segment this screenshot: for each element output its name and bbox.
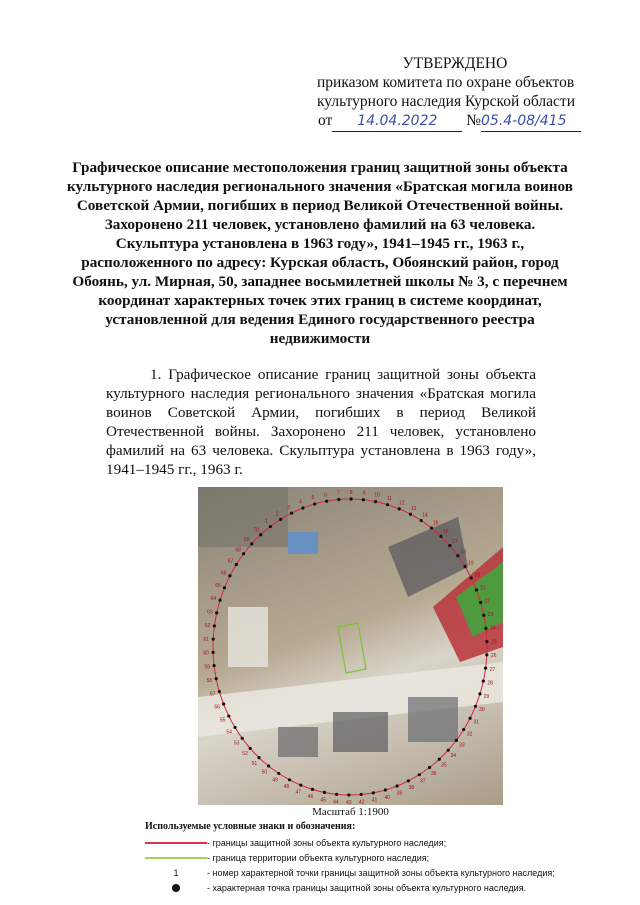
boundary-point-number: 18	[460, 549, 467, 556]
boundary-point-number: 48	[283, 784, 290, 791]
boundary-point	[218, 690, 221, 693]
boundary-point-number: 52	[242, 751, 248, 758]
boundary-point	[479, 601, 482, 604]
approval-stamp	[300, 54, 600, 132]
boundary-point-number: 12	[398, 500, 405, 507]
boundary-point-number: 10	[374, 492, 380, 499]
boundary-point-number: 8	[349, 490, 353, 497]
boundary-point	[439, 535, 442, 538]
building	[288, 532, 318, 554]
boundary-point	[311, 788, 314, 791]
boundary-point	[398, 507, 401, 510]
boundary-point-number: 27	[489, 667, 496, 674]
boundary-point	[456, 554, 459, 557]
boundary-point	[335, 793, 338, 796]
legend-item	[145, 865, 640, 880]
boundary-point	[337, 498, 340, 501]
map-overlay	[198, 487, 503, 805]
aerial-map	[198, 487, 503, 805]
boundary-point	[218, 598, 221, 601]
boundary-point	[430, 526, 433, 529]
boundary-point	[223, 586, 226, 589]
building	[228, 607, 268, 667]
boundary-point	[227, 714, 230, 717]
boundary-point-number: 49	[272, 777, 278, 784]
boundary-point	[360, 793, 363, 796]
boundary-point	[362, 498, 365, 501]
boundary-point	[468, 717, 471, 720]
boundary-point-number: 69	[243, 536, 250, 543]
boundary-point-number: 25	[491, 639, 497, 646]
boundary-point-number: 23	[487, 611, 494, 618]
boundary-point-number: 59	[204, 664, 210, 671]
boundary-point-number: 64	[210, 595, 217, 602]
territory-boundary	[338, 623, 366, 673]
boundary-point-number: 14	[422, 512, 428, 519]
legend-text: - характерная точка границы защитной зоны объекта культурного наследия.	[207, 882, 527, 893]
boundary-point-number: 60	[203, 650, 209, 657]
boundary-point-number: 16	[442, 529, 449, 536]
boundary-point-number: 66	[220, 570, 227, 577]
boundary-point-number: 37	[420, 778, 426, 785]
boundary-point	[485, 640, 488, 643]
boundary-point-number: 53	[233, 740, 240, 747]
boundary-point	[259, 533, 262, 536]
boundary-point	[241, 737, 244, 740]
boundary-point-number: 20	[474, 572, 481, 579]
legend-text: - границы защитной зоны объекта культурного наследия;	[207, 837, 447, 848]
boundary-point	[455, 739, 458, 742]
boundary-point	[372, 791, 375, 794]
boundary-point-number: 56	[214, 704, 220, 711]
boundary-point	[269, 525, 272, 528]
boundary-point-number: 61	[203, 636, 209, 643]
boundary-point	[462, 728, 465, 731]
document-body	[0, 158, 640, 895]
boundary-point-number: 36	[430, 771, 437, 778]
date-prefix: от	[318, 112, 333, 129]
boundary-point-number: 7	[336, 490, 340, 497]
boundary-point	[484, 666, 487, 669]
legend-item	[145, 835, 640, 850]
boundary-point-number: 65	[215, 582, 221, 589]
red-line-symbol	[145, 842, 207, 844]
boundary-point	[474, 705, 477, 708]
building	[408, 697, 458, 742]
boundary-point	[478, 692, 481, 695]
boundary-point	[242, 552, 245, 555]
boundary-point	[249, 747, 252, 750]
boundary-point	[407, 779, 410, 782]
boundary-point-number: 62	[204, 622, 211, 629]
boundary-point	[484, 627, 487, 630]
boundary-point-number: 55	[219, 717, 226, 724]
building	[333, 712, 388, 752]
boundary-point-number: 44	[333, 799, 339, 805]
boundary-point-number: 28	[487, 680, 493, 687]
boundary-point-number: 3	[287, 504, 290, 511]
boundary-point	[475, 588, 478, 591]
boundary-point-number: 47	[295, 789, 302, 796]
boundary-point-number: 26	[491, 653, 497, 660]
boundary-point-number: 42	[358, 799, 365, 805]
document-title: Графическое описание местоположения границ защитной зоны объекта культурного наследия регионального значения «Братская могила воинов Советской Армии, погибших в период Великой Отечественной войны. Захоронено 211 человек, установлено фамилий на 63 человека. Скульптура установлена в 1963 году», 1941–1945 гг., 1963 г., расположенного по адресу: Курская область, Обоянский район, город Обоянь, ул. Мирная, 50, западнее восьмилетней школы № 3, с перечнем координат характерных точек этих границ в системе координат, установленной для ведения Единого государственного реестра недвижимости	[67, 159, 573, 347]
boundary-point	[250, 542, 253, 545]
green-line-symbol	[145, 857, 207, 859]
dot-symbol	[172, 884, 180, 892]
building	[278, 727, 318, 757]
boundary-point	[347, 793, 350, 796]
boundary-point	[288, 778, 291, 781]
section-1-paragraph: 1. Графическое описание границ защитной зоны объекта культурного наследия регионального значения «Братская могила воинов Советской Армии, погибших в период Великой Отечественной войны. Захоронено 211 человек, установлено фамилий на 63 человека. Скульптура установлена в 1963 году», 1941–1945 гг., 1963 г.	[106, 366, 536, 478]
boundary-point-number: 34	[450, 753, 457, 760]
boundary-point-number: 2	[275, 511, 279, 518]
boundary-point	[482, 680, 485, 683]
boundary-point	[213, 624, 216, 627]
boundary-point	[277, 772, 280, 775]
boundary-point-number: 22	[484, 598, 491, 605]
boundary-point	[384, 788, 387, 791]
boundary-point-number: 58	[206, 678, 213, 685]
boundary-point-number: 63	[207, 609, 213, 616]
boundary-point	[215, 611, 218, 614]
boundary-point-number: 38	[408, 785, 415, 792]
boundary-point	[301, 506, 304, 509]
legend-text: - номер характерной точки границы защитной зоны объекта культурного наследия;	[207, 867, 555, 878]
legend-item	[145, 880, 640, 895]
boundary-point-number: 4	[299, 499, 302, 506]
boundary-point	[313, 502, 316, 505]
boundary-point	[228, 574, 231, 577]
number-symbol: 1	[173, 867, 179, 878]
boundary-point	[485, 653, 488, 656]
approval-date: 14.04.2022	[332, 112, 462, 132]
boundary-point	[257, 756, 260, 759]
boundary-point-number: 45	[320, 797, 326, 804]
boundary-point	[374, 500, 377, 503]
boundary-point	[395, 784, 398, 787]
boundary-point	[409, 513, 412, 516]
boundary-point-number: 30	[479, 707, 485, 714]
boundary-point	[212, 664, 215, 667]
boundary-point-number: 32	[466, 731, 473, 738]
boundary-point-number: 31	[473, 719, 480, 726]
legend-text: - граница территории объекта культурного наследия;	[207, 852, 430, 863]
boundary-point-number: 50	[261, 769, 268, 776]
boundary-point-number: 35	[441, 762, 447, 769]
boundary-point	[279, 518, 282, 521]
boundary-point	[448, 544, 451, 547]
number-prefix: №	[466, 112, 481, 129]
boundary-point-number: 17	[452, 538, 458, 545]
map-scale: Масштаб 1:1900	[312, 806, 389, 818]
boundary-point-number: 6	[324, 492, 327, 499]
boundary-point-number: 19	[468, 560, 474, 567]
boundary-point	[211, 651, 214, 654]
boundary-point	[463, 565, 466, 568]
boundary-point-number: 51	[251, 760, 258, 767]
approval-heading: УТВЕРЖДЕНО	[402, 55, 508, 72]
boundary-point-number: 41	[371, 797, 378, 804]
approval-line-1: приказом комитета по охране объектов	[317, 74, 575, 91]
legend	[145, 821, 640, 895]
boundary-point-number: 39	[396, 790, 403, 797]
boundary-point-number: 21	[480, 585, 486, 592]
legend-item	[145, 850, 640, 865]
boundary-point-number: 67	[227, 558, 234, 565]
boundary-point-number: 9	[362, 490, 366, 497]
boundary-point-number: 68	[235, 547, 241, 554]
boundary-point	[233, 726, 236, 729]
boundary-point-number: 29	[483, 694, 490, 701]
boundary-point-number: 11	[386, 495, 393, 502]
boundary-point	[215, 677, 218, 680]
boundary-point	[235, 563, 238, 566]
boundary-point	[420, 519, 423, 522]
boundary-point-number: 33	[459, 742, 465, 749]
boundary-point-number: 15	[432, 520, 439, 527]
approval-number: 05.4-08/415	[481, 112, 581, 132]
boundary-point	[470, 576, 473, 579]
boundary-point	[267, 764, 270, 767]
boundary-point	[290, 512, 293, 515]
boundary-point	[323, 791, 326, 794]
boundary-point-number: 70	[253, 527, 259, 534]
boundary-point-number: 57	[209, 691, 216, 698]
approval-line-2: культурного наследия Курской области	[317, 93, 575, 110]
legend-heading: Используемые условные знаки и обозначения:	[145, 821, 356, 832]
boundary-point	[386, 503, 389, 506]
boundary-point-number: 40	[384, 794, 390, 801]
boundary-point	[350, 497, 353, 500]
boundary-point	[212, 638, 215, 641]
boundary-point-number: 1	[264, 518, 268, 525]
boundary-point	[325, 500, 328, 503]
boundary-point-number: 5	[311, 495, 315, 502]
boundary-point-number: 43	[346, 799, 352, 805]
boundary-point	[482, 614, 485, 617]
boundary-point	[428, 766, 431, 769]
boundary-point-number: 46	[307, 794, 314, 801]
building	[388, 517, 468, 597]
boundary-point	[418, 773, 421, 776]
boundary-point-number: 24	[490, 625, 496, 632]
boundary-point	[438, 758, 441, 761]
boundary-point	[222, 702, 225, 705]
boundary-point-number: 54	[226, 729, 232, 736]
boundary-point	[299, 784, 302, 787]
boundary-point-number: 13	[410, 505, 417, 512]
boundary-point	[447, 749, 450, 752]
